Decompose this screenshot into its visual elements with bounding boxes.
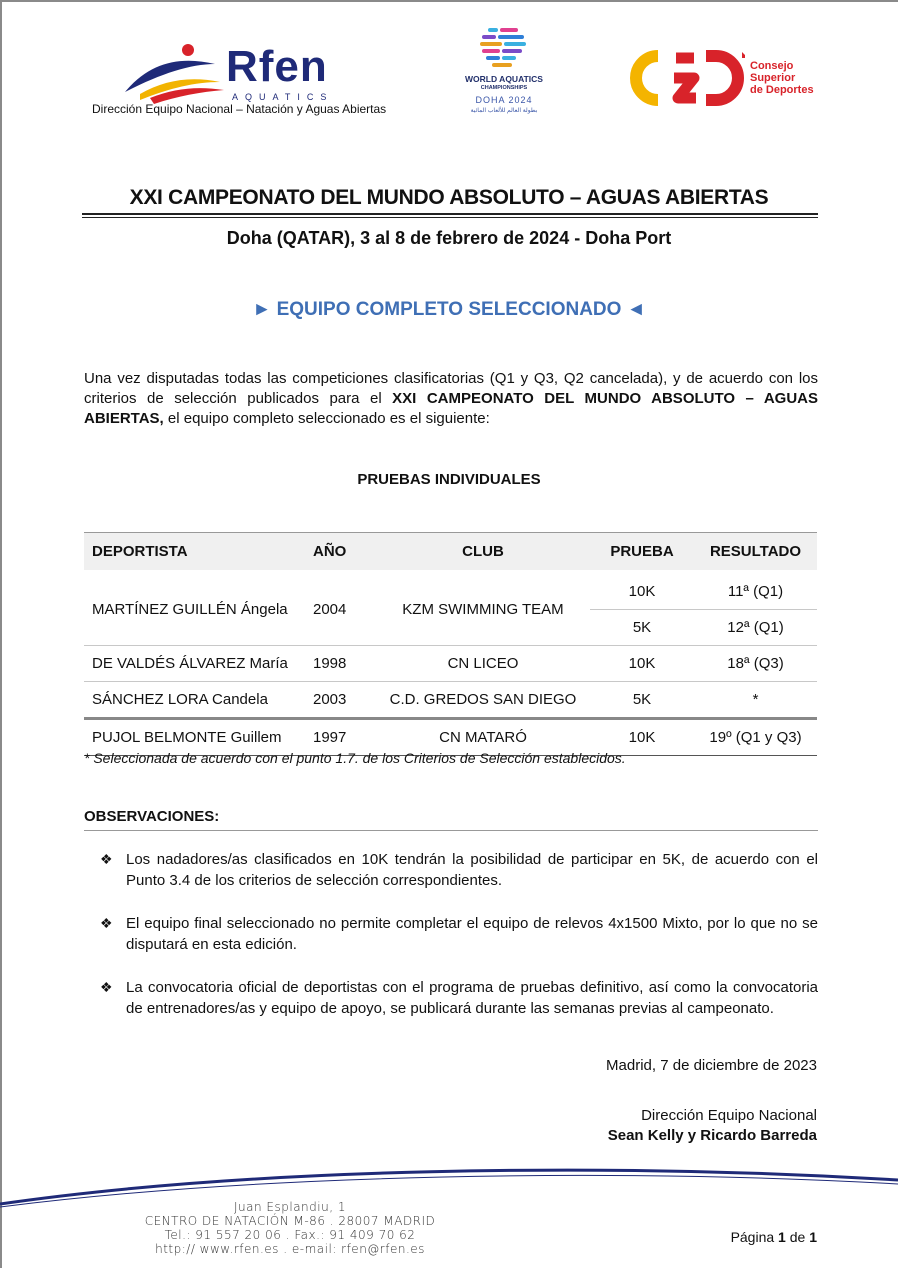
page-current: 1 <box>778 1229 786 1245</box>
page-label: Página <box>730 1229 775 1245</box>
rfen-wordmark: Rfen <box>226 42 328 91</box>
rfen-swimmer-icon <box>120 42 230 106</box>
cell-name: PUJOL BELMONTE Guillem <box>84 719 312 756</box>
diamond-bullet-icon: ❖ <box>100 979 113 995</box>
footer-line1: Juan Esplandiu, 1 <box>234 1200 346 1214</box>
page-of: de <box>789 1229 806 1245</box>
header-deportista: DEPORTISTA <box>84 533 312 571</box>
signoff-date: Madrid, 7 de diciembre de 2023 <box>606 1057 817 1074</box>
cell-year: 2004 <box>312 574 376 646</box>
results-table <box>84 532 817 756</box>
document-title: XXI CAMPEONATO DEL MUNDO ABSOLUTO – AGUAS ABIERTAS <box>129 186 769 209</box>
document-subtitle: Doha (QATAR), 3 al 8 de febrero de 2024 - Doha Port <box>226 228 672 248</box>
page-frame-top <box>0 0 898 2</box>
signoff-names: Sean Kelly y Ricardo Barreda <box>607 1127 817 1144</box>
cell-result: 18ª (Q3) <box>694 646 817 682</box>
cell-name: SÁNCHEZ LORA Candela <box>84 682 312 719</box>
wa-line2: CHAMPIONSHIPS <box>480 85 528 91</box>
header-prueba: PRUEBA <box>590 533 694 571</box>
signoff <box>606 1056 817 1146</box>
header-ano: AÑO <box>312 533 376 571</box>
cell-name: MARTÍNEZ GUILLÉN Ángela <box>84 574 312 646</box>
signoff-role: Dirección Equipo Nacional <box>641 1107 817 1124</box>
observation-item <box>100 977 818 1019</box>
cell-name: DE VALDÉS ÁLVAREZ María <box>84 646 312 682</box>
cell-result: 12ª (Q1) <box>694 610 817 646</box>
observation-text: El equipo final seleccionado no permite completar el equipo de relevos 4x1500 Mixto, por lo que no se disputará en esta edición. <box>126 915 818 953</box>
table-heading: PRUEBAS INDIVIDUALES <box>357 471 541 488</box>
csd-logo <box>630 48 820 112</box>
table-row <box>84 646 817 682</box>
observations-rule <box>84 830 818 831</box>
wa-line4: بطولة العالم للألعاب المائية <box>470 108 538 114</box>
observation-item <box>100 913 818 955</box>
cell-year: 1997 <box>312 719 376 756</box>
diamond-bullet-icon: ❖ <box>100 851 113 867</box>
footer-address <box>120 1200 460 1256</box>
rfen-logo <box>120 42 360 106</box>
intro-part2: el equipo completo seleccionado es el siguiente: <box>163 410 490 427</box>
page-total: 1 <box>809 1229 817 1245</box>
cell-result: 11ª (Q1) <box>694 574 817 610</box>
observation-text: La convocatoria oficial de deportistas con el programa de pruebas definitivo, así como la convocatoria de entrenadores/as y equipo de apoyo, se publicará durante las semanas previas al campeonato. <box>126 979 818 1017</box>
header-resultado: RESULTADO <box>694 533 817 571</box>
cell-year: 1998 <box>312 646 376 682</box>
rfen-subtitle: AQUATICS <box>232 92 334 102</box>
title-rule-thin <box>82 217 818 218</box>
cell-event: 10K <box>590 574 694 610</box>
world-aquatics-logo <box>452 24 556 120</box>
wa-line1: WORLD AQUATICS <box>465 74 543 84</box>
header-club: CLUB <box>376 533 590 571</box>
footer-line2: CENTRO DE NATACIÓN M-86 . 28007 MADRID <box>144 1214 436 1228</box>
csd-line1: Consejo <box>750 60 794 72</box>
table-footnote: * Seleccionada de acuerdo con el punto 1.7. de los Criterios de Selección establecidos. <box>84 750 626 766</box>
title-rule-thick <box>82 213 818 215</box>
section-title: ► EQUIPO COMPLETO SELECCIONADO ◄ <box>252 299 646 320</box>
observation-item <box>100 849 818 891</box>
diamond-bullet-icon: ❖ <box>100 915 113 931</box>
cell-event: 5K <box>590 682 694 719</box>
cell-event: 10K <box>590 719 694 756</box>
intro-bold: XXI CAMPEONATO DEL MUNDO ABSOLUTO – AGUAS ABIERTAS, <box>84 390 818 427</box>
csd-text <box>750 60 814 96</box>
csd-emblem-icon <box>630 48 745 108</box>
cell-club: CN MATARÓ <box>376 719 590 756</box>
footer-line3: Tel.: 91 557 20 06 . Fax.: 91 409 70 62 <box>164 1228 416 1242</box>
observations-title: OBSERVACIONES: <box>84 808 220 825</box>
csd-line2: Superior <box>750 72 796 84</box>
cell-club: KZM SWIMMING TEAM <box>376 574 590 646</box>
cell-club: CN LICEO <box>376 646 590 682</box>
table-row <box>84 682 817 719</box>
observations-list <box>100 849 818 1041</box>
cell-result: 19º (Q1 y Q3) <box>694 719 817 756</box>
rfen-tagline: Dirección Equipo Nacional – Natación y Aguas Abiertas <box>92 102 387 116</box>
cell-event: 10K <box>590 646 694 682</box>
csd-line3: de Deportes <box>750 84 814 96</box>
observation-text: Los nadadores/as clasificados en 10K tendrán la posibilidad de participar en 5K, de acuerdo con el Punto 3.4 de los criterios de selección correspondientes. <box>126 851 818 889</box>
page-number <box>731 1229 817 1245</box>
footer-line4: http:// www.rfen.es . e-mail: rfen@rfen.es <box>155 1242 425 1256</box>
cell-year: 2003 <box>312 682 376 719</box>
intro-paragraph <box>84 369 818 429</box>
cell-club: C.D. GREDOS SAN DIEGO <box>376 682 590 719</box>
table-row <box>84 574 817 610</box>
world-aquatics-icon <box>452 24 556 72</box>
cell-event: 5K <box>590 610 694 646</box>
table-header-row <box>84 533 817 571</box>
intro-part1: Una vez disputadas todas las competiciones clasificatorias (Q1 y Q3, Q2 cancelada), y de acuerdo con los criterios de selección publicados para el <box>84 370 818 407</box>
cell-result: * <box>694 682 817 719</box>
wa-line3: DOHA 2024 <box>475 95 533 105</box>
